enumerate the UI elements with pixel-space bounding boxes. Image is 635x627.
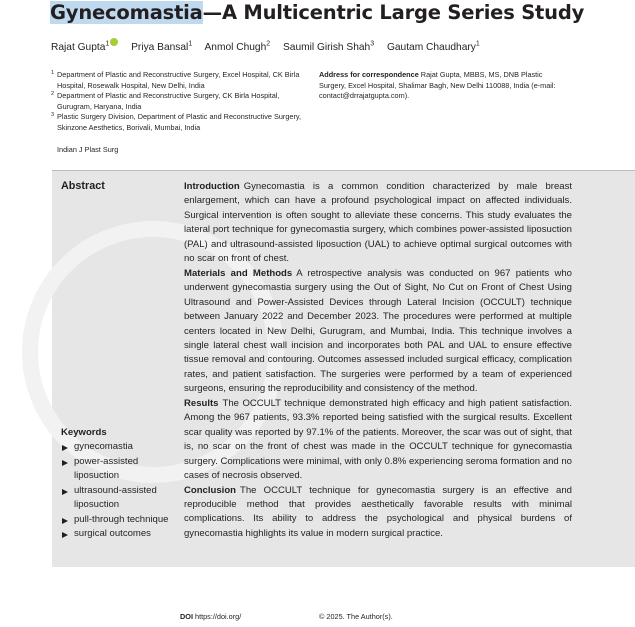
- orcid-icon[interactable]: [110, 38, 118, 46]
- affiliation: 1 Department of Plastic and Reconstructive Surgery, Excel Hospital, CK Birla Hospital, Rosewalk Hospital, New Delhi, India: [51, 70, 300, 90]
- keyword-item[interactable]: pull-through technique: [61, 513, 179, 527]
- author[interactable]: Gautam Chaudhary$^1$: [386, 40, 480, 53]
- author[interactable]: Anmol Chugh$^2$: [204, 40, 271, 53]
- correspondence-label: Address for correspondence: [319, 70, 419, 79]
- keyword-item[interactable]: power-assisted liposuction: [61, 455, 179, 484]
- abstract-body: [184, 180, 572, 541]
- keywords-block: [61, 426, 179, 542]
- correspondence-address: [319, 70, 569, 102]
- keyword-item[interactable]: surgical outcomes: [61, 527, 179, 541]
- affiliations: [51, 70, 307, 134]
- article-title: [50, 1, 584, 25]
- affiliation: 2 Department of Plastic and Reconstructive Surgery, CK Birla Hospital, Gurugram, Haryana, India: [51, 91, 280, 111]
- doi-link[interactable]: https://doi.org/: [195, 612, 242, 621]
- keyword-item[interactable]: ultrasound-assisted liposuction: [61, 484, 179, 513]
- correspondence-text[interactable]: Rajat Gupta, MBBS, MS, DNB Plastic Surgery, Excel Hospital, Shalimar Bagh, New Delhi 110088, India (e-mail: contact@drrajatgupta.com).: [319, 70, 556, 101]
- title-rest: —A Multicentric Large Series Study: [202, 1, 585, 24]
- author-list: [51, 38, 490, 53]
- abstract-panel: [52, 170, 635, 567]
- affiliation: 3 Plastic Surgery Division, Department of Plastic and Reconstructive Surgery, Skinzone Aesthetics, Borivali, Mumbai, India: [51, 112, 302, 132]
- doi-line: [180, 612, 241, 621]
- author[interactable]: Rajat Gupta$^1$: [51, 42, 118, 53]
- abstract-section-results: Results The OCCULT technique demonstrated high efficacy and high patient satisfaction. Among the 967 patients, 93.3% reported being satisfied with the surgical results. Excellent scar quality was reported by 97.1% of the patients. Moreover, the scar was out of sight, that is, no scar on the front of chest was made in the OCCULT technique for gynecomastia surgery. Complications were minimal, with only 0.8% experiencing seroma formation and no cases of necrosis observed.: [184, 397, 572, 482]
- title-highlighted-word[interactable]: Gynecomastia: [50, 1, 203, 24]
- author[interactable]: Priya Bansal$^1$: [131, 40, 193, 53]
- copyright-line: © 2025. The Author(s).: [319, 612, 393, 621]
- keywords-list: [61, 440, 179, 541]
- journal-name: Indian J Plast Surg: [57, 145, 119, 154]
- keyword-item[interactable]: gynecomastia: [61, 440, 179, 454]
- doi-label: DOI: [180, 612, 193, 621]
- abstract-heading: Abstract: [61, 180, 105, 192]
- abstract-section-conclusion: Conclusion The OCCULT technique for gynecomastia surgery is an effective and reproducible method that provides aesthetically favorable results with minimal complications. Its ability to address the psychological and physical burdens of gynecomastia highlights its value in modern surgical practice.: [184, 484, 572, 539]
- abstract-section-introduction: Introduction Gynecomastia is a common condition characterized by male breast enlargement, which can have a profound psychological impact on affected individuals. Surgical intervention is often sought to alleviate these concerns. This study evaluates the lateral port technique for gynecomastia surgery, which combines power-assisted liposuction (PAL) and ultrasound-assisted liposuction (UAL) to achieve optimal surgical outcomes with no scar on front of chest.: [184, 181, 572, 265]
- abstract-section-methods: Materials and Methods A retrospective analysis was conducted on 967 patients who underwent gynecomastia surgery using the Out of Sight, No Cut on Front of Chest Using Ultrasound and Power-Assisted Devices through Lateral Incision (OCCULT) technique between January 2022 and December 2023. The procedures were performed at multiple centers located in New Delhi, Gurugram, and Mumbai, India. This technique involves a single lateral chest wall incision and incorporates both PAL and UAL to ensure effective tissue removal and contouring. Outcomes assessed included surgical efficacy, complication rates, and patient satisfaction. The surgeries were performed by a team of experienced surgeons, ensuring the reproducibility and consistency of the method.: [184, 267, 572, 395]
- keywords-title: Keywords: [61, 427, 107, 438]
- author[interactable]: Saumil Girish Shah$^3$: [283, 40, 375, 53]
